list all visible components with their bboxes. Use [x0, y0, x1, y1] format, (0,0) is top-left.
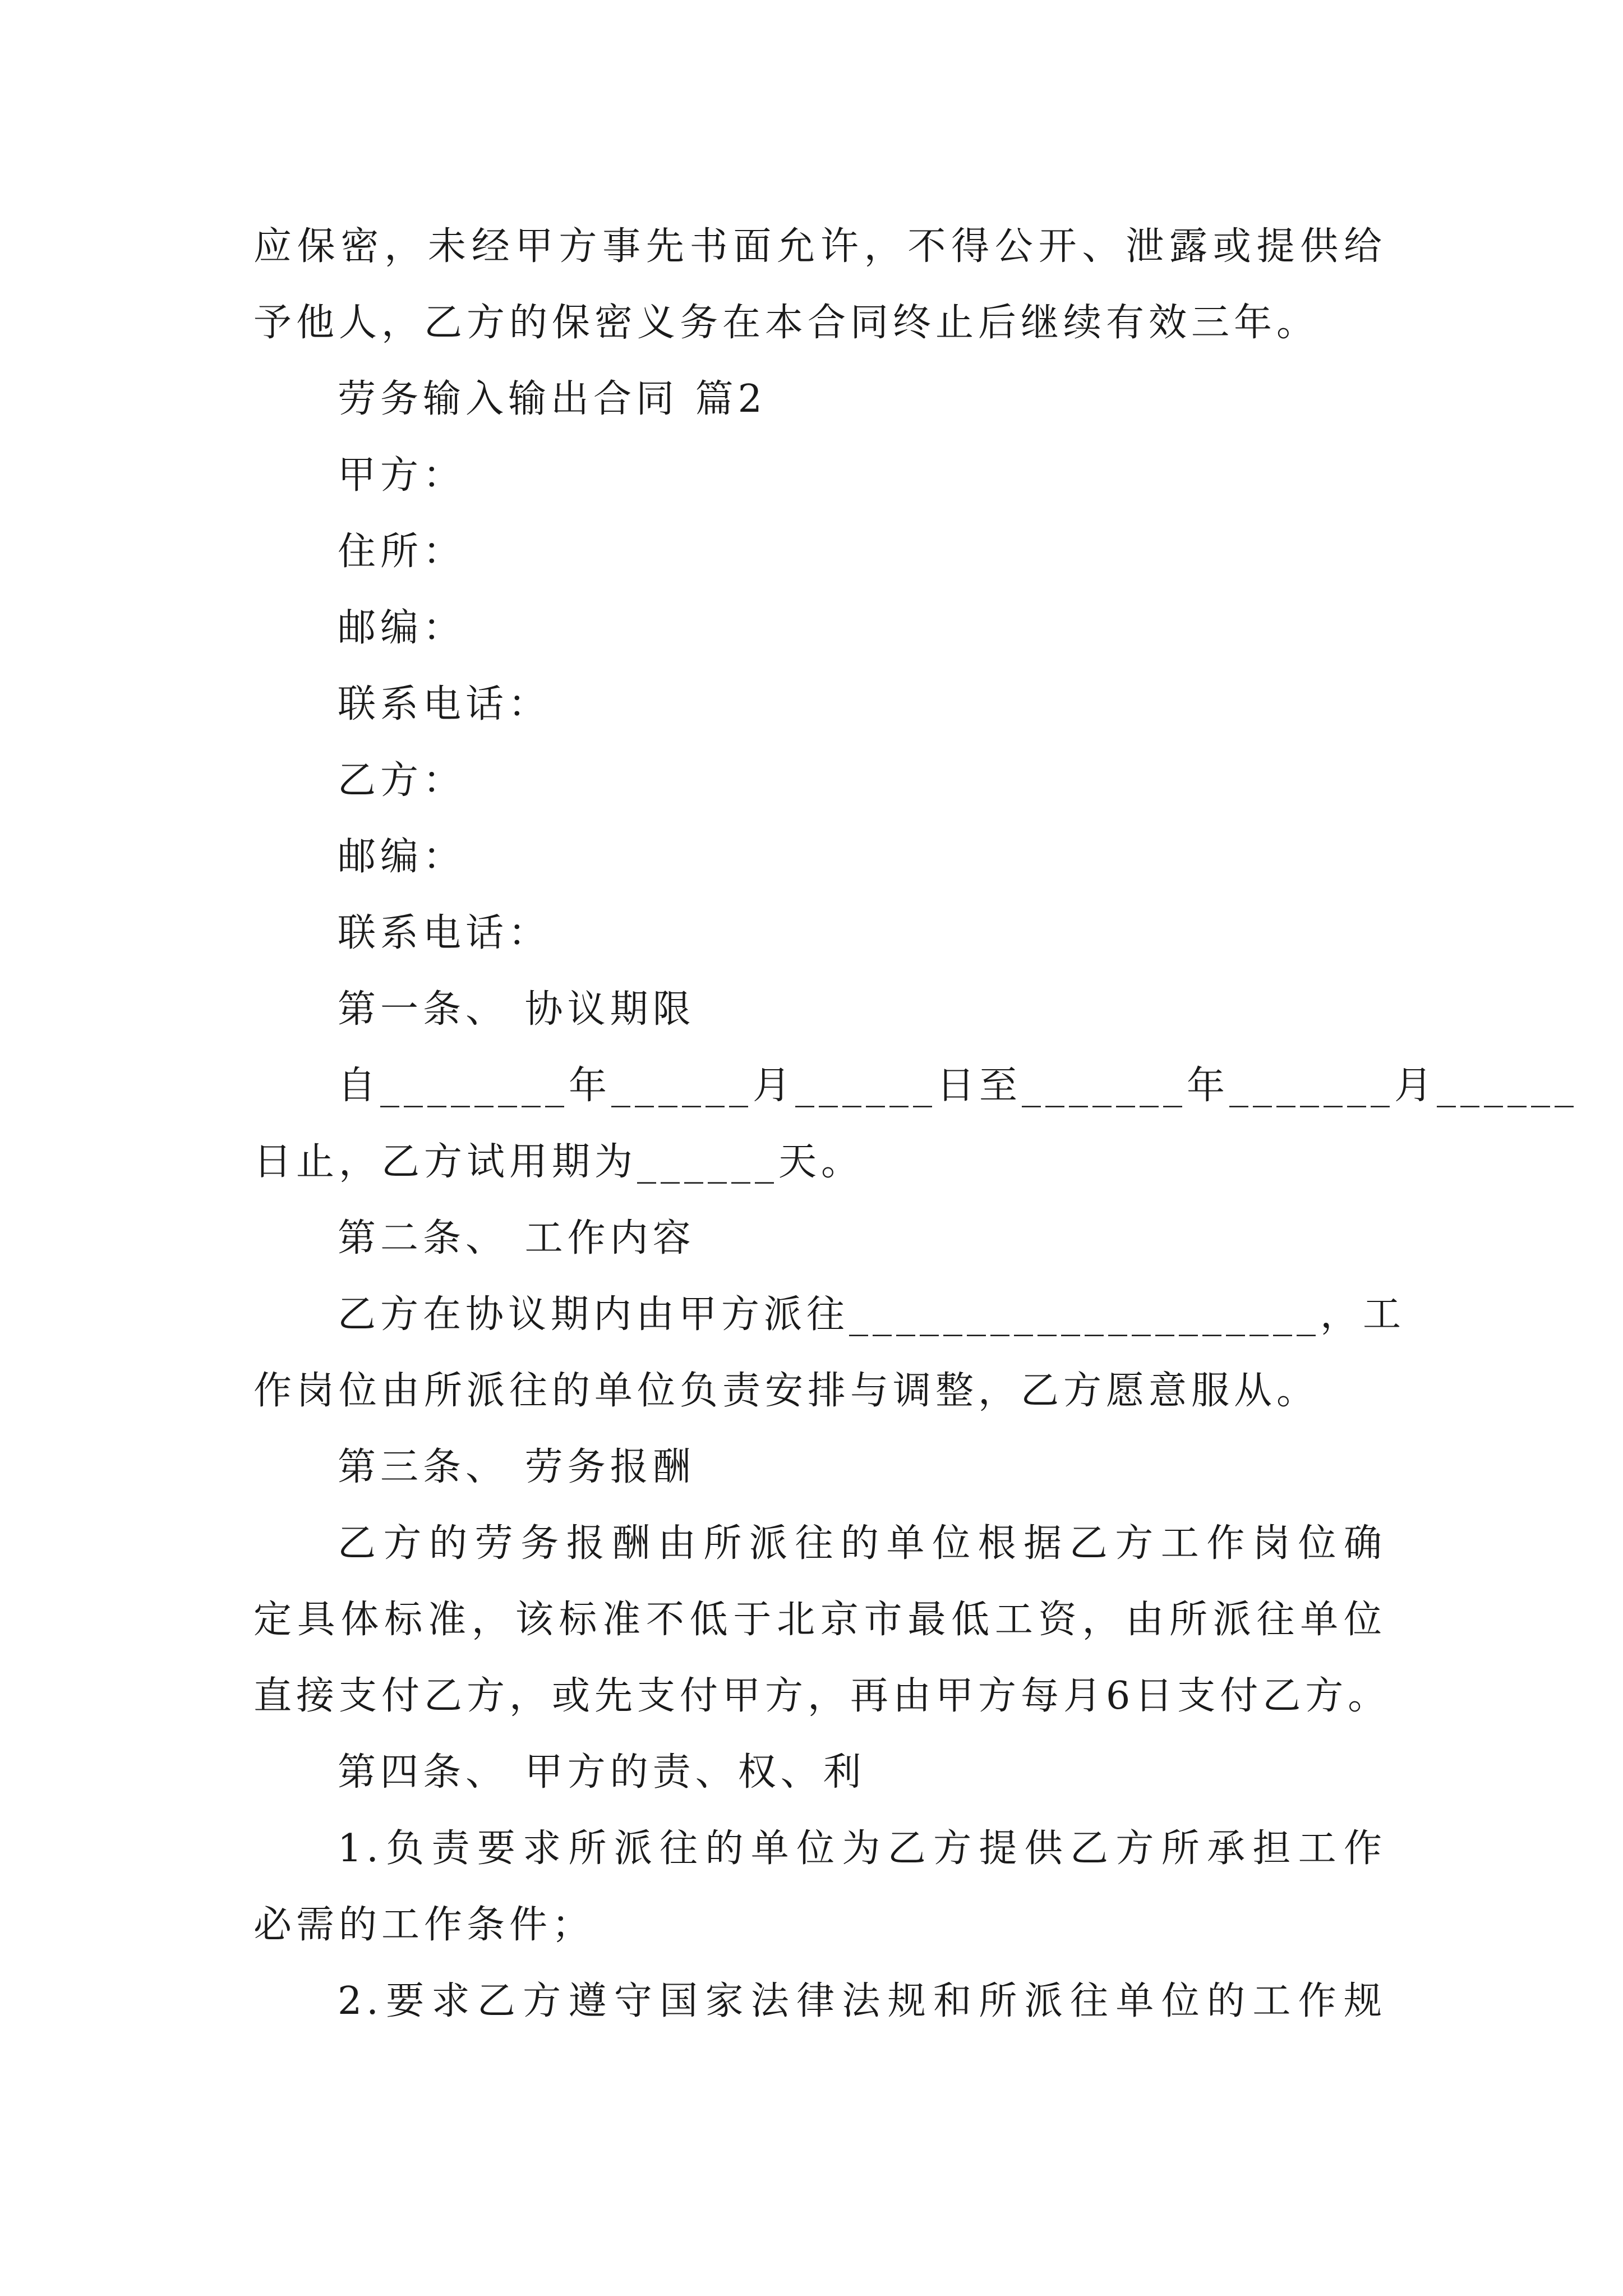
- paragraph-line: 予他人，乙方的保密义务在本合同终止后继续有效三年。: [253, 301, 1320, 345]
- paragraph-line: 1.负责要求所派往的单位为乙方提供乙方所承担工作: [338, 1826, 1386, 1871]
- postcode-label: 邮编：: [338, 606, 466, 650]
- paragraph-line: 乙方的劳务报酬由所派往的单位根据乙方工作岗位确: [338, 1521, 1386, 1566]
- party-b-label: 乙方：: [338, 758, 466, 803]
- paragraph-line: 乙方在协议期内由甲方派往____________________，工: [338, 1292, 1406, 1337]
- paragraph-line: 2.要求乙方遵守国家法律法规和所派往单位的工作规: [338, 1979, 1386, 2023]
- phone-label: 联系电话：: [338, 911, 551, 955]
- article-heading: 第三条、 劳务报酬: [338, 1445, 695, 1489]
- paragraph-line: 直接支付乙方，或先支付甲方，再由甲方每月6日支付乙方。: [253, 1674, 1391, 1718]
- address-label: 住所：: [338, 530, 466, 574]
- paragraph-line: 应保密，未经甲方事先书面允许，不得公开、泄露或提供给: [253, 224, 1386, 269]
- paragraph-line: 必需的工作条件；: [253, 1903, 595, 1947]
- party-a-label: 甲方：: [338, 453, 466, 498]
- paragraph-line: 定具体标准，该标准不低于北京市最低工资，由所派往单位: [253, 1598, 1386, 1642]
- article-heading: 第一条、 协议期限: [338, 987, 695, 1032]
- postcode-label: 邮编：: [338, 835, 466, 879]
- paragraph-line: 作岗位由所派往的单位负责安排与调整，乙方愿意服从。: [253, 1369, 1320, 1413]
- paragraph-line: 日止，乙方试用期为______天。: [253, 1140, 864, 1184]
- article-heading: 第四条、 甲方的责、权、利: [338, 1750, 866, 1795]
- section-title: 劳务输入输出合同 篇2: [338, 377, 767, 421]
- phone-label: 联系电话：: [338, 682, 551, 726]
- document-body: [253, 209, 1579, 2040]
- paragraph-line: 自________年______月______日至_______年_______月______: [338, 1064, 1579, 1108]
- article-heading: 第二条、 工作内容: [338, 1216, 695, 1260]
